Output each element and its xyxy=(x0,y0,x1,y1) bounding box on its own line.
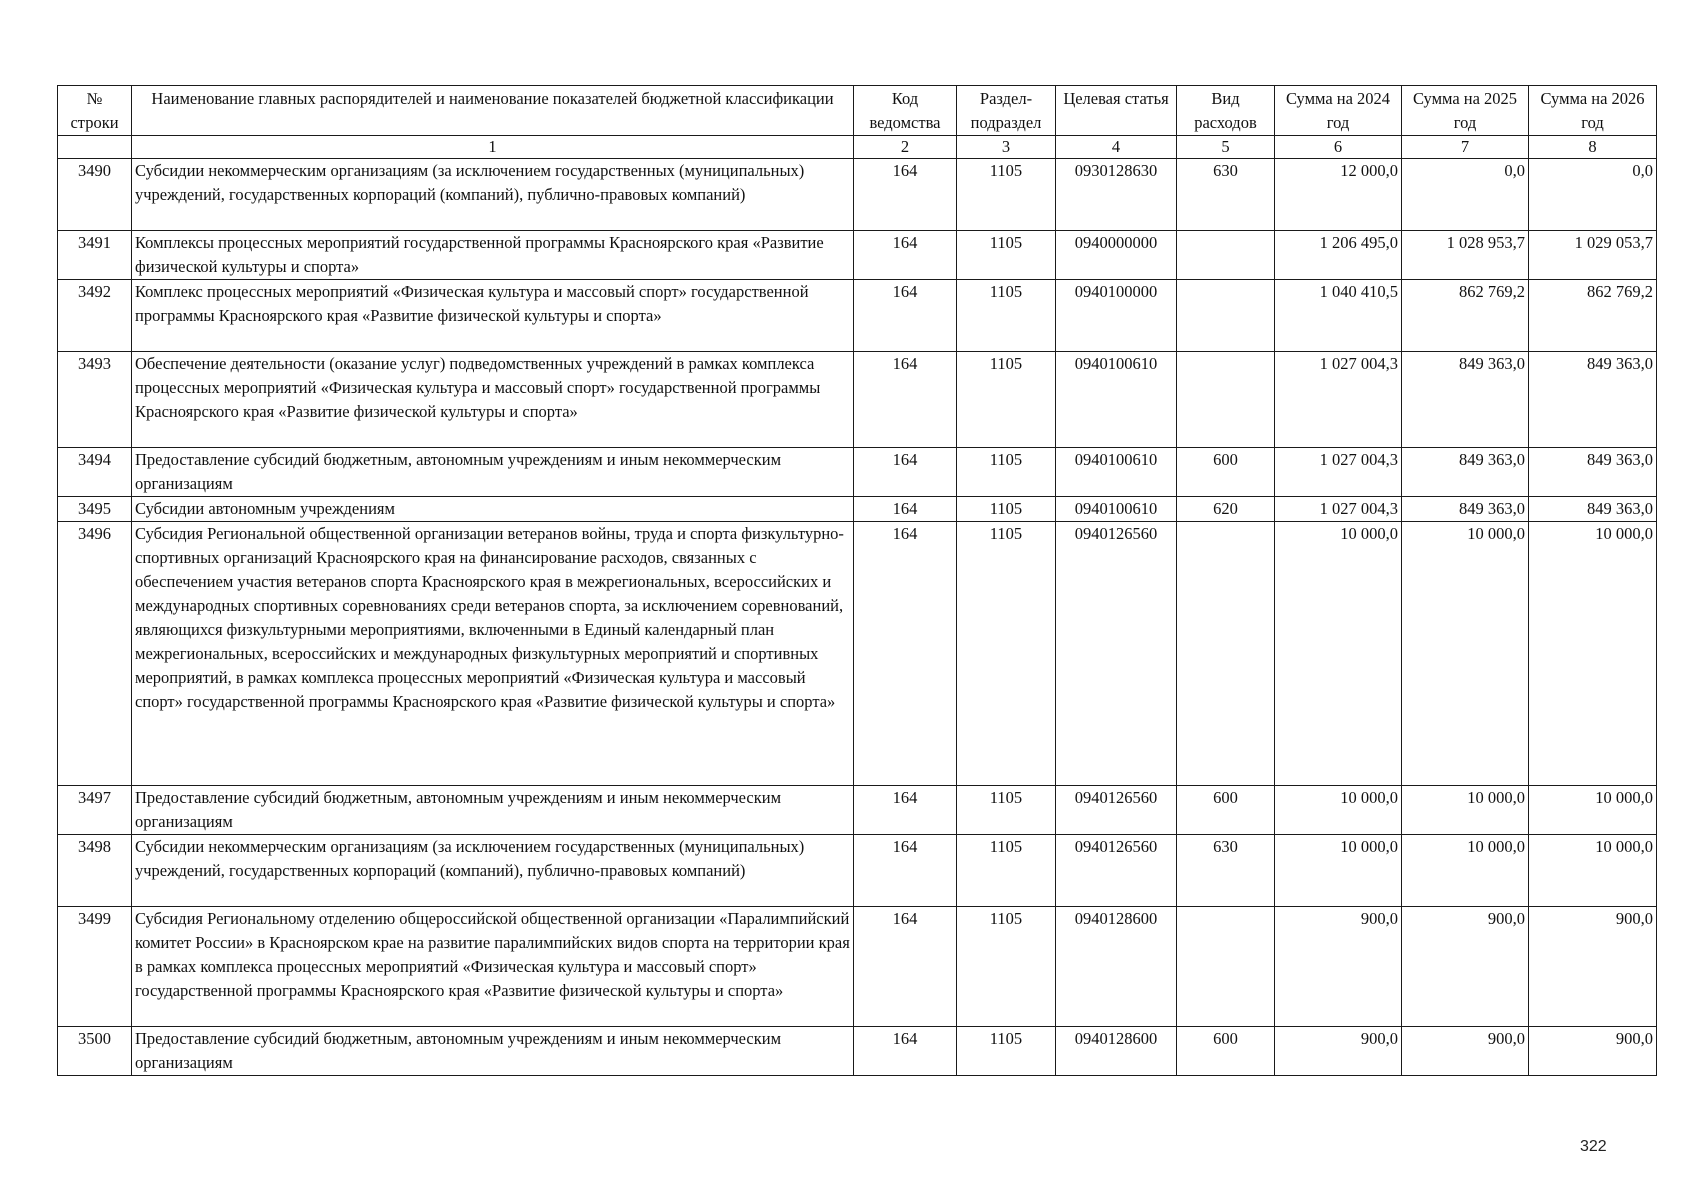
table-row xyxy=(58,280,1657,352)
row-sum-2026: 10 000,0 xyxy=(1529,522,1657,786)
row-sum-2026: 849 363,0 xyxy=(1529,352,1657,448)
header-row xyxy=(58,86,1657,136)
table-row xyxy=(58,448,1657,497)
row-name: Субсидия Региональной общественной организации ветеранов войны, труда и спорта физкультурно-спортивных организаций Красноярского края на финансирование расходов, связанных с обеспечением участия ветеранов спорта Красноярского края в межрегиональных, всероссийских и международных спортивных соревнованиях среди ветеранов спорта, за исключением соревнований, являющихся физкультурными мероприятиями, включенными в Единый календарный план межрегиональных, всероссийских и международных физкультурных мероприятий и спортивных мероприятий, в рамках комплекса процессных мероприятий «Физическая культура и массовый спорт» государственной программы Красноярского края «Развитие физической культуры и спорта» xyxy=(132,522,854,786)
row-section: 1105 xyxy=(957,907,1056,1027)
header-sum-2026: Сумма на 2026 год xyxy=(1529,86,1657,136)
row-section: 1105 xyxy=(957,786,1056,835)
row-name: Субсидии автономным учреждениям xyxy=(132,497,854,522)
row-sum-2024: 1 027 004,3 xyxy=(1275,448,1402,497)
row-target-article: 0940126560 xyxy=(1056,835,1177,907)
row-sum-2024: 10 000,0 xyxy=(1275,835,1402,907)
column-number: 1 xyxy=(132,136,854,159)
row-name: Комплекс процессных мероприятий «Физическая культура и массовый спорт» государственной программы Красноярского края «Развитие физической культуры и спорта» xyxy=(132,280,854,352)
row-name: Предоставление субсидий бюджетным, автономным учреждениям и иным некоммерческим организациям xyxy=(132,786,854,835)
table-row xyxy=(58,231,1657,280)
row-sum-2026: 900,0 xyxy=(1529,1027,1657,1076)
column-number-blank xyxy=(58,136,132,159)
row-name: Предоставление субсидий бюджетным, автономным учреждениям и иным некоммерческим организациям xyxy=(132,1027,854,1076)
row-dept-code: 164 xyxy=(854,786,957,835)
row-number: 3494 xyxy=(58,448,132,497)
row-sum-2026: 900,0 xyxy=(1529,907,1657,1027)
row-target-article: 0940126560 xyxy=(1056,786,1177,835)
row-sum-2025: 1 028 953,7 xyxy=(1402,231,1529,280)
row-dept-code: 164 xyxy=(854,1027,957,1076)
row-dept-code: 164 xyxy=(854,907,957,1027)
table-row xyxy=(58,159,1657,231)
row-sum-2026: 1 029 053,7 xyxy=(1529,231,1657,280)
table-row xyxy=(58,835,1657,907)
row-sum-2025: 862 769,2 xyxy=(1402,280,1529,352)
header-expense-type: Вид расходов xyxy=(1177,86,1275,136)
row-section: 1105 xyxy=(957,231,1056,280)
row-expense-type xyxy=(1177,352,1275,448)
row-sum-2025: 10 000,0 xyxy=(1402,835,1529,907)
header-dept-code: Код ведомства xyxy=(854,86,957,136)
table-row xyxy=(58,352,1657,448)
row-target-article: 0940000000 xyxy=(1056,231,1177,280)
row-section: 1105 xyxy=(957,497,1056,522)
row-target-article: 0940128600 xyxy=(1056,1027,1177,1076)
row-dept-code: 164 xyxy=(854,835,957,907)
row-number: 3497 xyxy=(58,786,132,835)
row-sum-2025: 0,0 xyxy=(1402,159,1529,231)
header-sum-2025: Сумма на 2025 год xyxy=(1402,86,1529,136)
row-section: 1105 xyxy=(957,1027,1056,1076)
row-section: 1105 xyxy=(957,448,1056,497)
row-sum-2025: 900,0 xyxy=(1402,1027,1529,1076)
header-name: Наименование главных распорядителей и наименование показателей бюджетной классификации xyxy=(132,86,854,136)
row-sum-2024: 1 206 495,0 xyxy=(1275,231,1402,280)
table-row xyxy=(58,1027,1657,1076)
column-number: 8 xyxy=(1529,136,1657,159)
row-name: Субсидии некоммерческим организациям (за исключением государственных (муниципальных) учреждений, государственных корпораций (компаний), публично-правовых компаний) xyxy=(132,159,854,231)
row-section: 1105 xyxy=(957,522,1056,786)
row-number: 3490 xyxy=(58,159,132,231)
row-name: Комплексы процессных мероприятий государственной программы Красноярского края «Развитие физической культуры и спорта» xyxy=(132,231,854,280)
row-dept-code: 164 xyxy=(854,522,957,786)
row-dept-code: 164 xyxy=(854,231,957,280)
row-sum-2025: 10 000,0 xyxy=(1402,522,1529,786)
row-name: Предоставление субсидий бюджетным, автономным учреждениям и иным некоммерческим организациям xyxy=(132,448,854,497)
row-sum-2025: 849 363,0 xyxy=(1402,497,1529,522)
row-sum-2024: 10 000,0 xyxy=(1275,522,1402,786)
row-expense-type xyxy=(1177,522,1275,786)
row-expense-type: 600 xyxy=(1177,1027,1275,1076)
row-sum-2026: 10 000,0 xyxy=(1529,835,1657,907)
column-number: 5 xyxy=(1177,136,1275,159)
column-number: 4 xyxy=(1056,136,1177,159)
row-target-article: 0940128600 xyxy=(1056,907,1177,1027)
row-sum-2024: 10 000,0 xyxy=(1275,786,1402,835)
row-sum-2024: 1 027 004,3 xyxy=(1275,352,1402,448)
table-row xyxy=(58,907,1657,1027)
row-number: 3491 xyxy=(58,231,132,280)
column-number: 3 xyxy=(957,136,1056,159)
table-header xyxy=(58,86,1657,136)
row-number: 3492 xyxy=(58,280,132,352)
table-body xyxy=(58,136,1657,1076)
row-sum-2026: 0,0 xyxy=(1529,159,1657,231)
row-number: 3498 xyxy=(58,835,132,907)
column-number: 7 xyxy=(1402,136,1529,159)
row-sum-2026: 849 363,0 xyxy=(1529,448,1657,497)
row-sum-2025: 10 000,0 xyxy=(1402,786,1529,835)
row-expense-type: 620 xyxy=(1177,497,1275,522)
row-expense-type: 600 xyxy=(1177,786,1275,835)
row-dept-code: 164 xyxy=(854,497,957,522)
row-section: 1105 xyxy=(957,352,1056,448)
row-number: 3495 xyxy=(58,497,132,522)
budget-table xyxy=(57,85,1657,1076)
row-expense-type xyxy=(1177,231,1275,280)
row-sum-2025: 849 363,0 xyxy=(1402,352,1529,448)
row-sum-2024: 1 040 410,5 xyxy=(1275,280,1402,352)
row-sum-2024: 900,0 xyxy=(1275,907,1402,1027)
row-dept-code: 164 xyxy=(854,280,957,352)
column-number: 6 xyxy=(1275,136,1402,159)
row-expense-type xyxy=(1177,907,1275,1027)
row-expense-type: 600 xyxy=(1177,448,1275,497)
row-target-article: 0930128630 xyxy=(1056,159,1177,231)
row-target-article: 0940100610 xyxy=(1056,497,1177,522)
header-section: Раздел-подраздел xyxy=(957,86,1056,136)
row-number: 3499 xyxy=(58,907,132,1027)
row-name: Обеспечение деятельности (оказание услуг) подведомственных учреждений в рамках комплекса процессных мероприятий «Физическая культура и массовый спорт» государственной программы Красноярского края «Развитие физической культуры и спорта» xyxy=(132,352,854,448)
row-name: Субсидия Региональному отделению общероссийской общественной организации «Паралимпийский комитет России» в Красноярском крае на развитие паралимпийских видов спорта на территории края в рамках комплекса процессных мероприятий «Физическая культура и массовый спорт» государственной программы Красноярского края «Развитие физической культуры и спорта» xyxy=(132,907,854,1027)
row-number: 3496 xyxy=(58,522,132,786)
header-target-article: Целевая статья xyxy=(1056,86,1177,136)
row-sum-2025: 900,0 xyxy=(1402,907,1529,1027)
row-number: 3500 xyxy=(58,1027,132,1076)
row-expense-type: 630 xyxy=(1177,835,1275,907)
row-target-article: 0940100000 xyxy=(1056,280,1177,352)
row-sum-2026: 862 769,2 xyxy=(1529,280,1657,352)
page-number: 322 xyxy=(1580,1138,1607,1155)
column-number-row xyxy=(58,136,1657,159)
row-sum-2024: 900,0 xyxy=(1275,1027,1402,1076)
row-target-article: 0940126560 xyxy=(1056,522,1177,786)
row-sum-2026: 10 000,0 xyxy=(1529,786,1657,835)
row-name: Субсидии некоммерческим организациям (за исключением государственных (муниципальных) учреждений, государственных корпораций (компаний), публично-правовых компаний) xyxy=(132,835,854,907)
row-section: 1105 xyxy=(957,280,1056,352)
table-row xyxy=(58,786,1657,835)
header-sum-2024: Сумма на 2024 год xyxy=(1275,86,1402,136)
table-row xyxy=(58,522,1657,786)
row-section: 1105 xyxy=(957,835,1056,907)
row-dept-code: 164 xyxy=(854,352,957,448)
header-row-no: № строки xyxy=(58,86,132,136)
row-number: 3493 xyxy=(58,352,132,448)
table-row xyxy=(58,497,1657,522)
row-expense-type xyxy=(1177,280,1275,352)
row-sum-2024: 12 000,0 xyxy=(1275,159,1402,231)
row-dept-code: 164 xyxy=(854,159,957,231)
row-sum-2025: 849 363,0 xyxy=(1402,448,1529,497)
row-dept-code: 164 xyxy=(854,448,957,497)
row-target-article: 0940100610 xyxy=(1056,352,1177,448)
row-expense-type: 630 xyxy=(1177,159,1275,231)
column-number: 2 xyxy=(854,136,957,159)
row-target-article: 0940100610 xyxy=(1056,448,1177,497)
row-section: 1105 xyxy=(957,159,1056,231)
row-sum-2024: 1 027 004,3 xyxy=(1275,497,1402,522)
row-sum-2026: 849 363,0 xyxy=(1529,497,1657,522)
